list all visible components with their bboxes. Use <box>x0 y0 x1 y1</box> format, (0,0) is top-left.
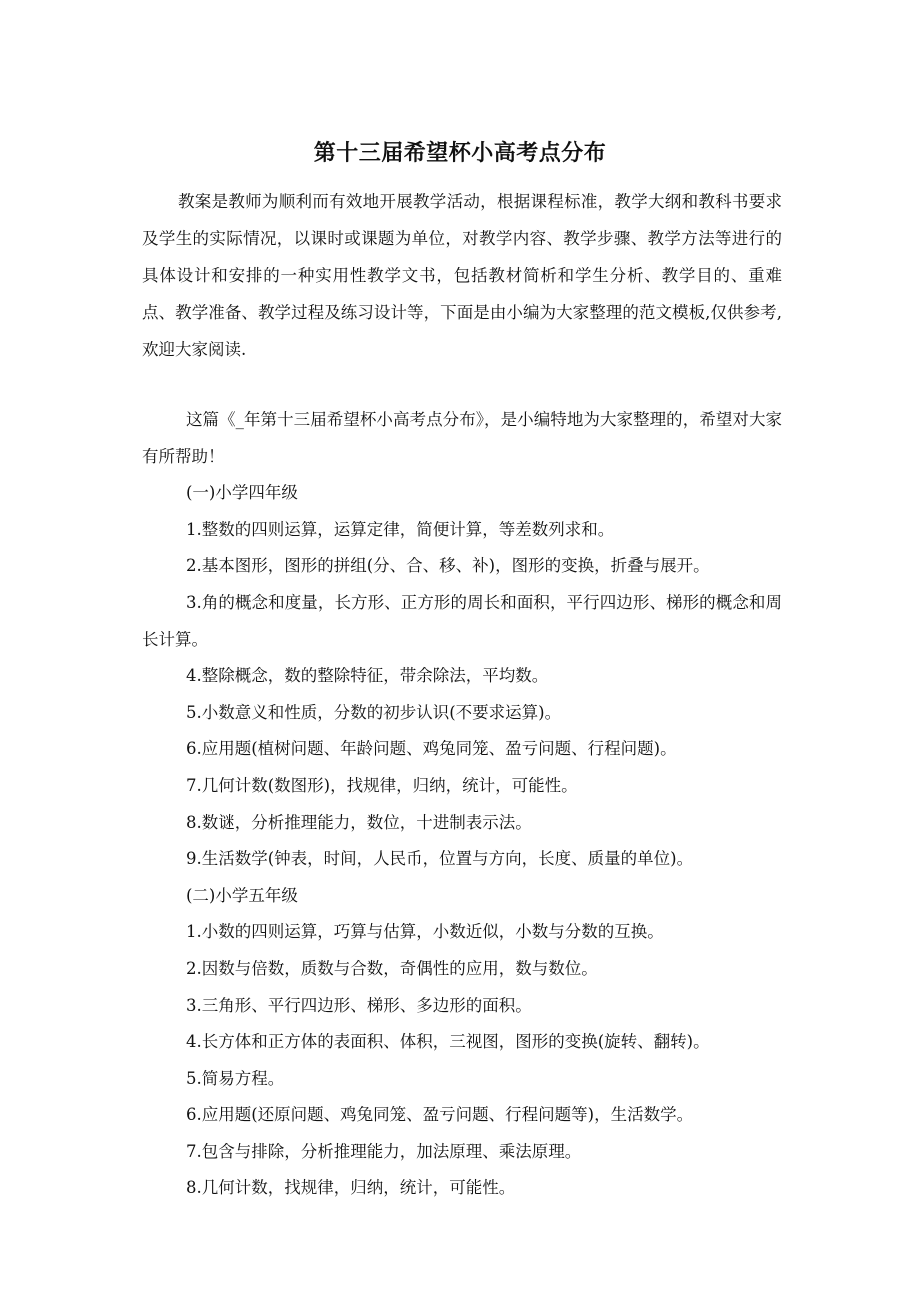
list-item: 8.数谜，分析推理能力，数位，十进制表示法。 <box>186 812 532 832</box>
paragraph-preface: 这篇《_年第十三届希望杯小高考点分布》，是小编特地为大家整理的，希望对大家有所帮助！ <box>142 410 782 466</box>
section-heading-grade-5: (二)小学五年级 <box>186 885 298 905</box>
list-item: 2.因数与倍数，质数与合数，奇偶性的应用，数与数位。 <box>186 958 598 978</box>
document-body <box>142 402 782 1207</box>
intro-paragraph: 教案是教师为顺利而有效地开展教学活动，根据课程标准，教学大纲和教科书要求及学生的实际情况，以课时或课题为单位，对教学内容、教学步骤、教学方法等进行的具体设计和安排的一种实用性教学文书，包括教材简析和学生分析、教学目的、重难点、教学准备、教学过程及练习设计等，下面是由小编为大家整理的范文模板,仅供参考,欢迎大家阅读. <box>142 192 782 359</box>
list-item: 3.三角形、平行四边形、梯形、多边形的面积。 <box>186 995 532 1015</box>
list-item: 3.角的概念和度量，长方形、正方形的周长和面积，平行四边形、梯形的概念和周长计算。 <box>142 592 782 649</box>
list-item: 5.简易方程。 <box>186 1068 285 1088</box>
list-item: 7.包含与排除，分析推理能力，加法原理、乘法原理。 <box>186 1141 582 1161</box>
list-item: 4.长方体和正方体的表面积、体积，三视图，图形的变换(旋转、翻转)。 <box>186 1032 710 1052</box>
list-item: 8.几何计数，找规律，归纳，统计，可能性。 <box>186 1178 516 1198</box>
list-item: 5.小数意义和性质，分数的初步认识(不要求运算)。 <box>186 702 562 722</box>
list-item: 1.小数的四则运算，巧算与估算，小数近似，小数与分数的互换。 <box>186 922 664 942</box>
list-item: 1.整数的四则运算，运算定律，简便计算，等差数列求和。 <box>186 519 615 539</box>
list-item: 9.生活数学(钟表，时间，人民币，位置与方向，长度、质量的单位)。 <box>186 849 694 869</box>
document-title: 第十三届希望杯小高考点分布 <box>313 141 607 166</box>
list-item: 6.应用题(植树问题、年龄问题、鸡兔同笼、盈亏问题、行程问题)。 <box>186 739 677 759</box>
section-heading-grade-4: (一)小学四年级 <box>186 483 298 503</box>
list-item: 2.基本图形，图形的拼组(分、合、移、补)，图形的变换，折叠与展开。 <box>186 556 710 576</box>
list-item: 4.整除概念，数的整除特征，带余除法，平均数。 <box>186 666 549 686</box>
list-item: 7.几何计数(数图形)，找规律，归纳，统计，可能性。 <box>186 775 578 795</box>
list-item: 6.应用题(还原问题、鸡兔同笼、盈亏问题、行程问题等)，生活数学。 <box>186 1105 694 1125</box>
